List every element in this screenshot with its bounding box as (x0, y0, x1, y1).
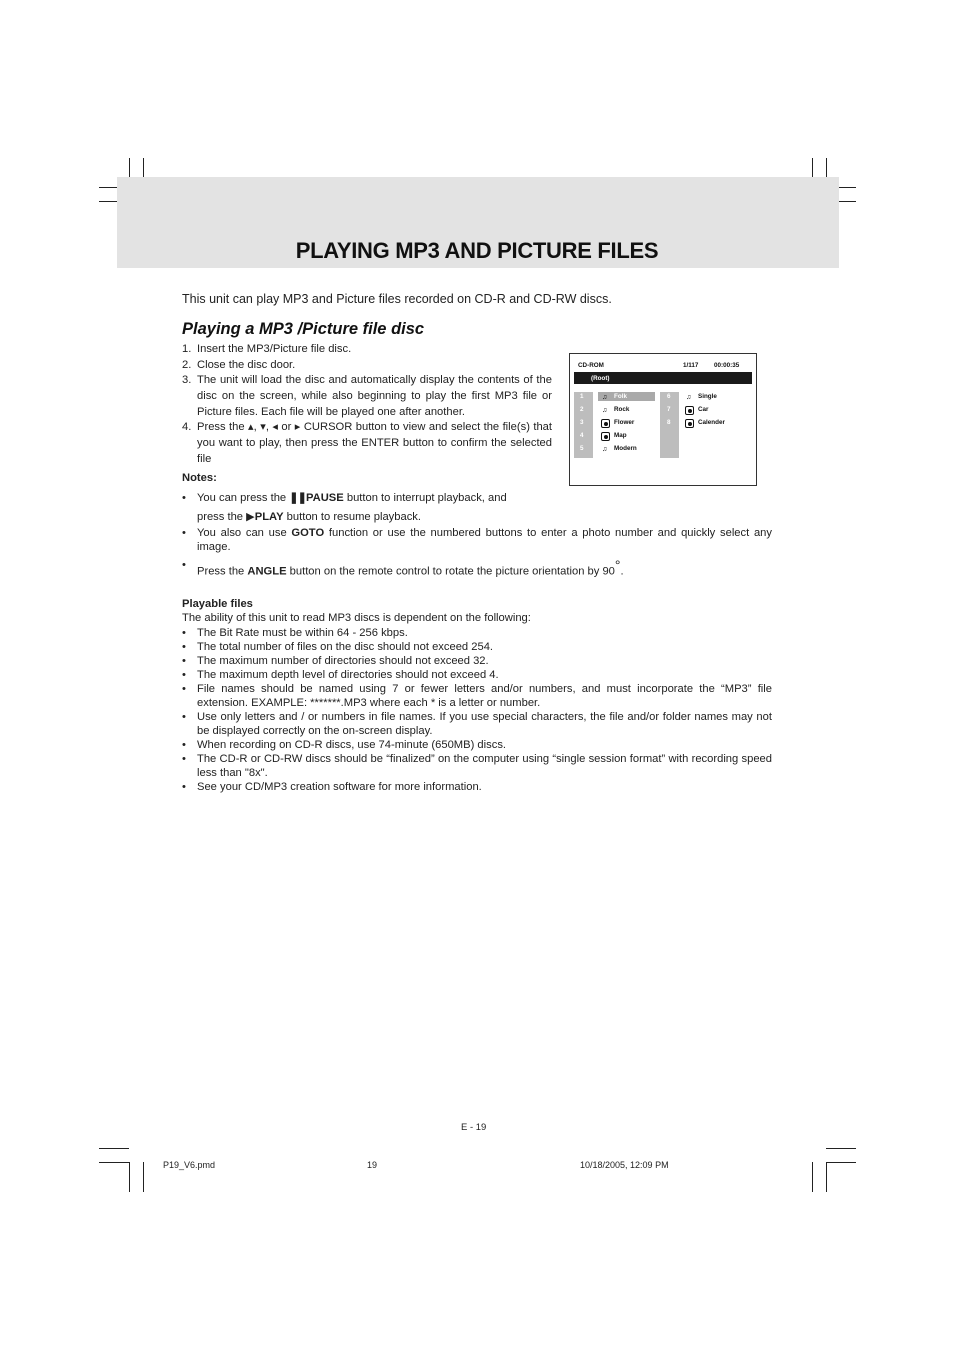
section-subtitle: Playing a MP3 /Picture file disc (182, 320, 425, 338)
osd-item-name: Flower (614, 419, 635, 426)
footer-date: 10/18/2005, 12:09 PM (580, 1160, 669, 1170)
playable-heading: Playable files (182, 598, 253, 610)
osd-source: CD-ROM (578, 362, 604, 369)
down-arrow-icon: ▾ (260, 421, 266, 433)
notes-heading: Notes: (182, 472, 217, 484)
right-arrow-icon: ▸ (294, 421, 301, 433)
picture-icon (685, 406, 694, 415)
page-title: PLAYING MP3 AND PICTURE FILES (295, 238, 659, 263)
picture-icon (601, 432, 610, 441)
osd-time: 00:00:35 (714, 362, 740, 369)
osd-item-number: 4 (580, 432, 584, 439)
footer-page: 19 (367, 1160, 378, 1170)
osd-item-number: 7 (667, 406, 671, 413)
osd-item-name: Map (614, 432, 627, 439)
left-arrow-icon: ◂ (272, 421, 278, 433)
osd-folder: (Root) (591, 375, 610, 382)
osd-item-name: Folk (614, 393, 627, 400)
music-note-icon: ♫ (602, 394, 608, 401)
osd-item-name: Rock (614, 406, 630, 413)
play-icon: ▶ (246, 511, 255, 523)
music-note-icon: ♫ (602, 446, 608, 453)
pause-icon: ❚❚ (289, 492, 307, 504)
picture-icon (685, 419, 694, 428)
osd-item-number: 8 (667, 419, 671, 426)
playable-lead: The ability of this unit to read MP3 discs is dependent on the following: (182, 612, 531, 624)
osd-item-number: 5 (580, 445, 584, 452)
osd-screen-illustration (569, 353, 757, 486)
page-number-label: E - 19 (461, 1122, 487, 1133)
osd-item-name: Calender (698, 419, 725, 426)
footer-file: P19_V6.pmd (163, 1160, 216, 1170)
intro-text: This unit can play MP3 and Picture files recorded on CD-R and CD-RW discs. (182, 292, 612, 306)
music-note-icon: ♫ (686, 394, 692, 401)
osd-item-name: Single (698, 393, 717, 400)
music-note-icon: ♫ (602, 407, 608, 414)
osd-item-name: Car (698, 406, 709, 413)
osd-item-number: 3 (580, 419, 584, 426)
picture-icon (601, 419, 610, 428)
osd-item-number: 2 (580, 406, 584, 413)
up-arrow-icon: ▴ (248, 421, 254, 433)
osd-item-name: Modern (614, 445, 637, 452)
osd-track: 1/117 (683, 362, 699, 369)
osd-item-number: 6 (667, 393, 671, 400)
osd-item-number: 1 (580, 393, 584, 400)
